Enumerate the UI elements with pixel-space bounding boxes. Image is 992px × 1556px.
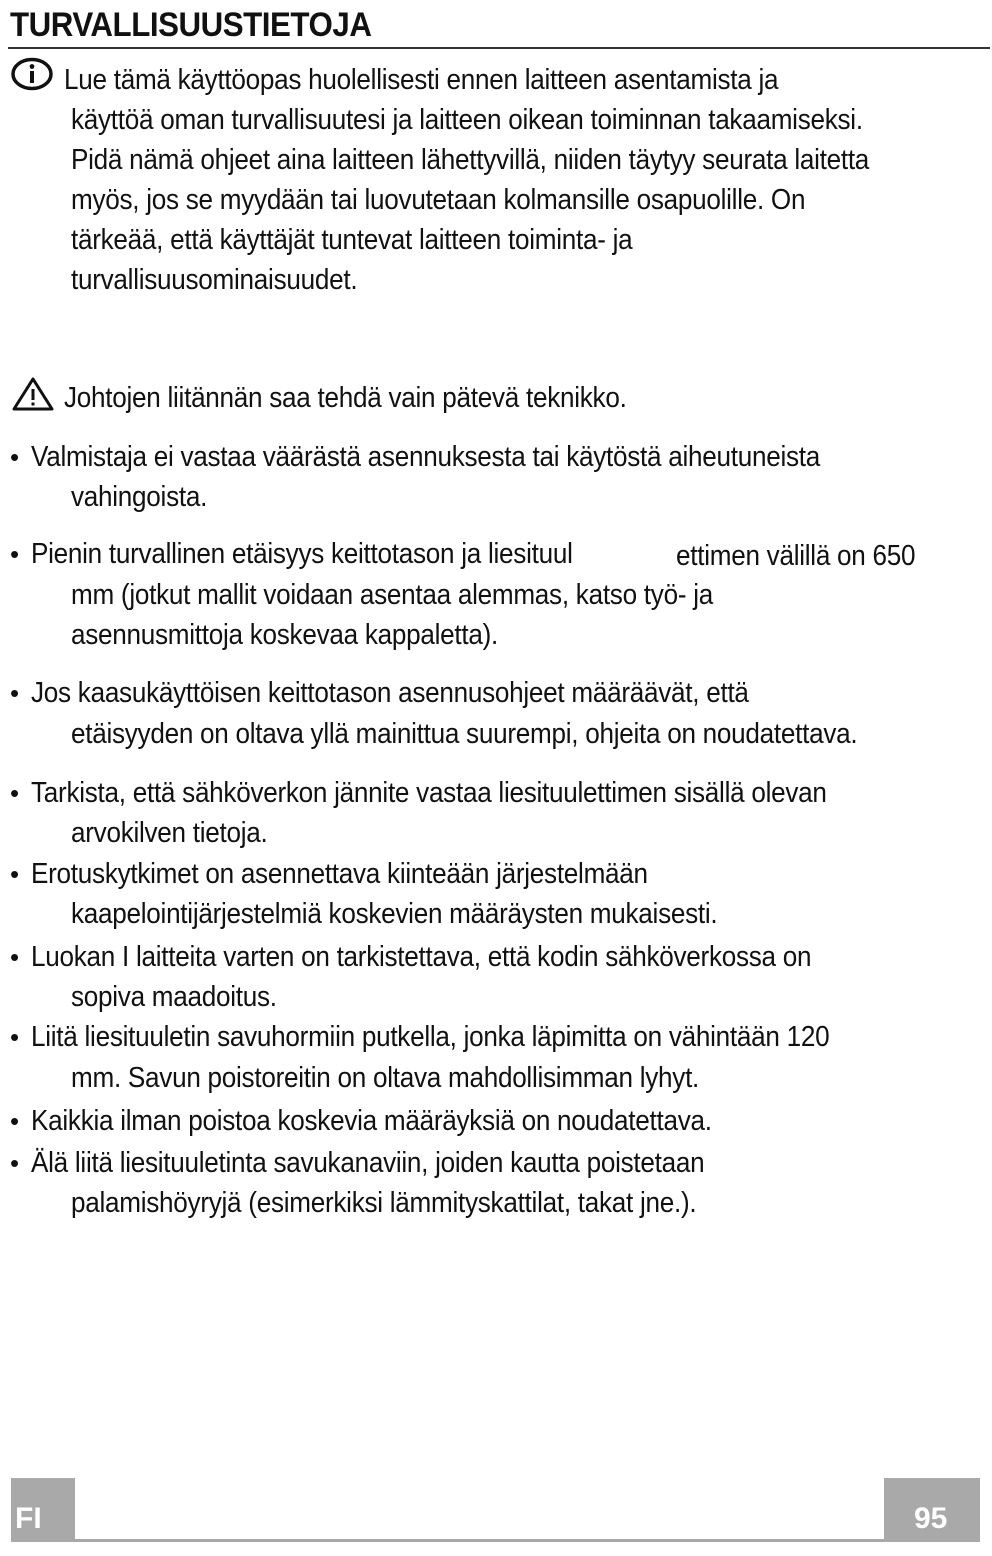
bullet-continuation [71,813,289,853]
warning-triangle-icon [11,376,55,412]
intro-line: tärkeää, että käyttäjät tuntevat laitteen toiminta- ja [71,224,633,256]
bullet-line: Älä liitä liesituuletinta savukanaviin, joiden kautta poistetaan [31,1147,705,1179]
warning-text-block [64,378,689,418]
bullet-continuation [71,1183,766,1223]
language-code: FI [15,1502,42,1535]
footer-divider [75,1539,884,1542]
bullet-line: Valmistaja ei vastaa väärästä asennuksesta tai käytöstä aiheutuneista [31,441,821,473]
bullet-dot: • [10,442,20,472]
bullet-item [31,1143,779,1183]
bullet-line: arvokilven tietoja. [71,817,268,849]
bullet-item [31,937,898,977]
bullet-line: mm. Savun poistoreitin on oltava mahdollisimman lyhyt. [71,1062,700,1094]
bullet-continuation [71,1058,769,1098]
page-number: 95 [914,1502,948,1535]
intro-line: myös, jos se myydään tai luovutetaan kolmansille osapuolille. On [71,184,806,216]
footer-page-tab [884,1478,980,1542]
bullet-item [31,1017,918,1057]
bullet-line: kaapelointijärjestelmiä koskevien määräysten mukaisesti. [71,898,718,930]
bullet-dot: • [10,539,20,569]
intro-line: Lue tämä käyttöopas huolellisesti ennen laitteen asentamista ja [64,64,779,96]
intro-line: käyttöä oman turvallisuutesi ja laitteen oikean toiminnan takaamiseksi. [71,104,863,136]
bullet-line: Pienin turvallinen etäisyys keittotason ja liesituul [31,538,573,570]
bullet-continuation [71,894,789,934]
warning-text: Johtojen liitännän saa tehdä vain pätevä teknikko. [64,382,627,414]
intro-paragraph [71,100,958,300]
bullet-item [31,534,633,574]
bullet-item [31,773,915,813]
intro-first-line-block [64,60,858,100]
footer-language-tab [11,1478,75,1542]
intro-line: Pidä nämä ohjeet aina laitteen lähettyvillä, niiden täytyy seurata laitetta [71,144,870,176]
bullet-line: Kaikkia ilman poistoa koskevia määräyksiä on noudatettava. [31,1105,712,1137]
bullet-item [31,1101,787,1141]
bullet-line: Jos kaasukäyttöisen keittotason asennusohjeet määräävät, että [31,677,749,709]
bullet-line: mm (jotkut mallit voidaan asentaa alemmas, katso työ- ja [71,579,713,611]
bullet-line-continuation [676,536,942,576]
bullet-continuation [71,575,784,655]
bullet-continuation [71,714,945,754]
bullet-line: vahingoista. [71,481,208,513]
bullet-continuation [71,977,300,1017]
bullet-item [31,673,828,713]
title-divider [8,47,990,49]
bullet-dot: • [10,1148,20,1178]
bullet-line: sopiva maadoitus. [71,981,277,1013]
bullet-line: Luokan I laitteita varten on tarkistettava, että kodin sähköverkossa on [31,941,812,973]
bullet-dot: • [10,859,20,889]
bullet-line: Liitä liesituuletin savuhormiin putkella, jonka läpimitta on vähintään 120 [31,1021,830,1053]
bullet-dot: • [10,1022,20,1052]
bullet-line: etäisyyden on oltava yllä mainittua suurempi, ohjeita on noudatettava. [71,718,858,750]
bullet-dot: • [10,1106,20,1136]
bullet-line: Erotuskytkimet on asennettava kiinteään järjestelmään [31,858,648,890]
bullet-continuation [71,477,222,517]
bullet-dot: • [10,678,20,708]
bullet-line: Tarkista, että sähköverkon jännite vastaa liesituulettimen sisällä olevan [31,777,827,809]
bullet-line: ettimen välillä on 650 [676,540,916,572]
bullet-dot: • [10,778,20,808]
info-icon [11,57,57,91]
bullet-dot: • [10,942,20,972]
page-title: TURVALLISUUSTIETOJA [10,6,372,44]
bullet-item [31,854,716,894]
bullet-item [31,437,908,477]
bullet-line: asennusmittoja koskevaa kappaletta). [71,619,498,651]
bullet-line: palamishöyryjä (esimerkiksi lämmityskattilat, takat jne.). [71,1187,697,1219]
intro-line: turvallisuusominaisuudet. [71,264,358,296]
